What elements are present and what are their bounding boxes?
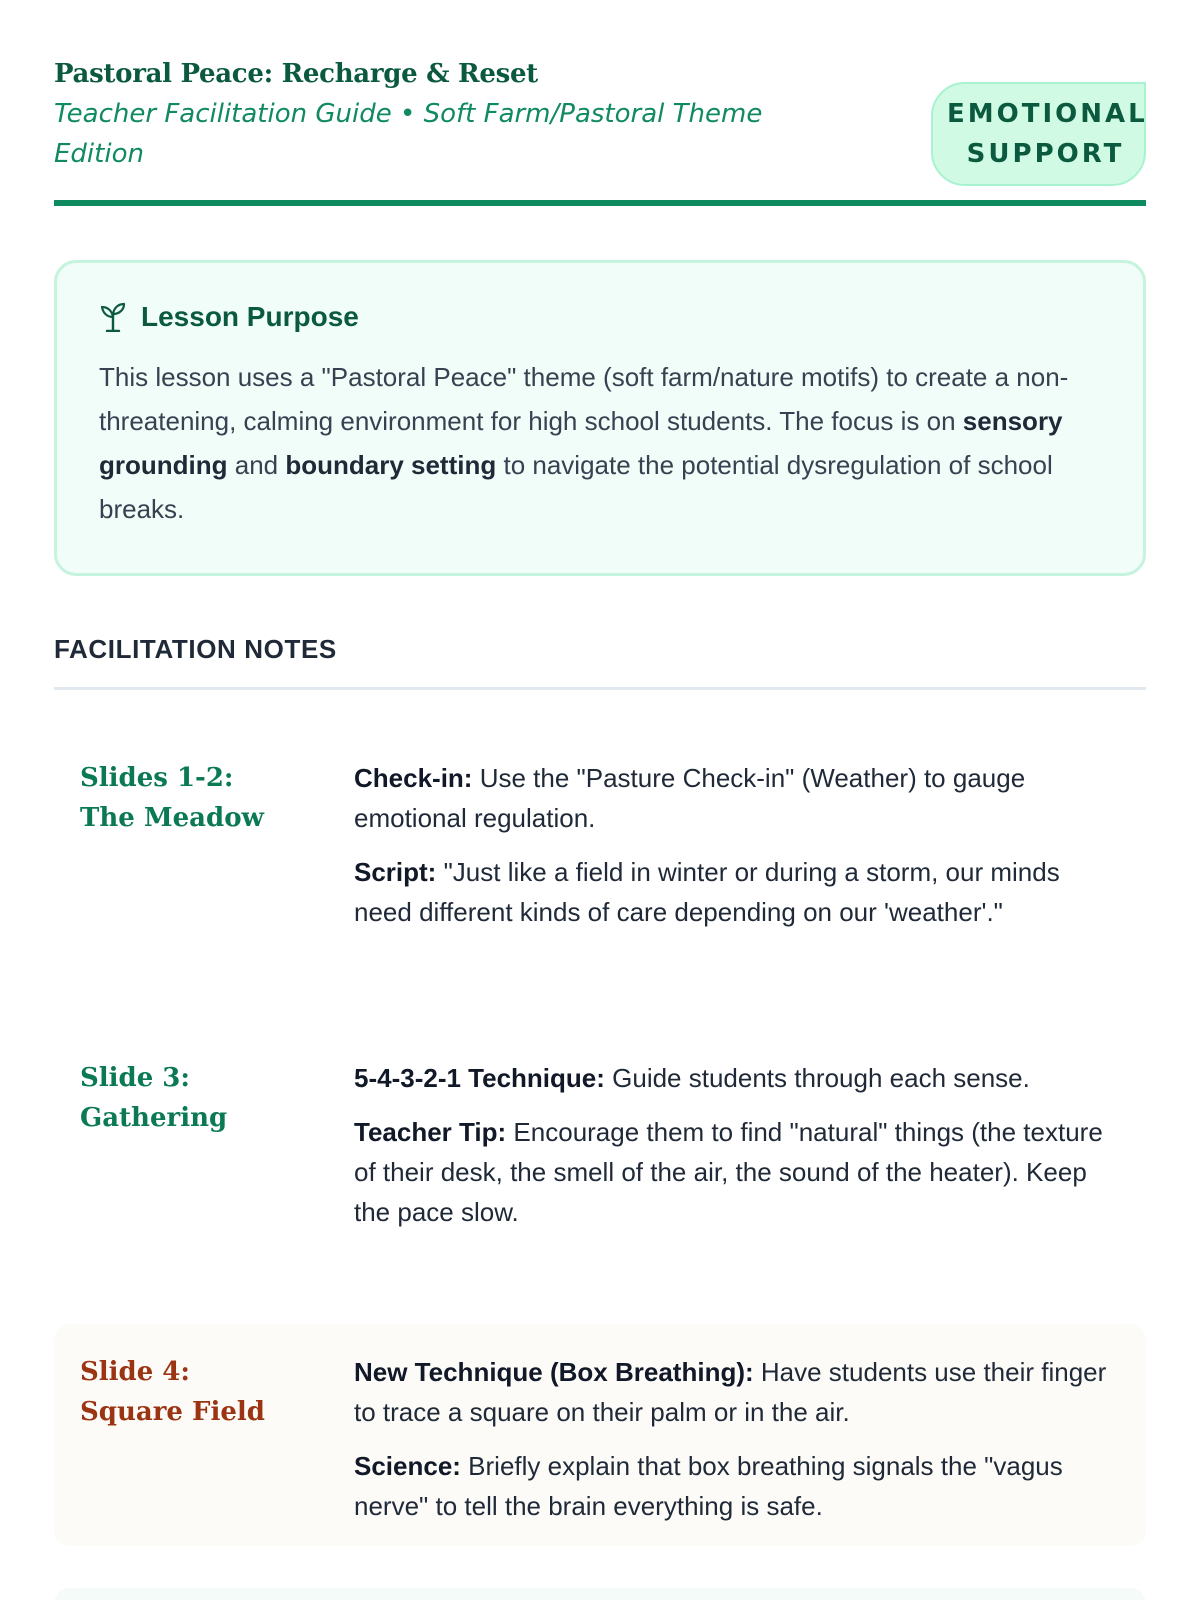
slide-number: Slide 3: (80, 1063, 190, 1093)
badge-line-2: SUPPORT (966, 139, 1125, 169)
note-paragraph (354, 758, 1120, 838)
note-text: Have students use their finger to trace a square on their palm or in the air. (354, 1357, 1107, 1427)
purpose-text-part: and (227, 450, 286, 480)
note-row-next-partial (54, 1588, 1146, 1600)
note-lead: Science: (354, 1451, 461, 1481)
note-lead: Check-in: (354, 763, 473, 793)
note-row-gathering (54, 1058, 1146, 1288)
note-text: Use the "Pasture Check-in" (Weather) to gauge emotional regulation. (354, 763, 1026, 833)
note-text: Guide students through each sense. (604, 1063, 1030, 1093)
slide-label (80, 1352, 354, 1546)
purpose-text-part: This lesson uses a "Pastoral Peace" theme (soft farm/nature motifs) to create a non-threatening, calming environment for high school students. The focus is on (99, 362, 1069, 436)
slide-number: Slide 4: (80, 1357, 190, 1387)
slide-name: The Meadow (80, 803, 264, 833)
page-subtitle: Teacher Facilitation Guide • Soft Farm/Pastoral Theme Edition (54, 99, 763, 169)
note-lead: Teacher Tip: (354, 1117, 507, 1147)
slide-name: Gathering (80, 1103, 228, 1133)
purpose-bold-boundary-setting: boundary setting (285, 450, 497, 480)
slide-notes (354, 1058, 1120, 1288)
note-row-meadow (54, 758, 1146, 1058)
note-text: "Just like a field in winter or during a storm, our minds need different kinds of care depending on our 'weather'." (354, 857, 1060, 927)
note-paragraph (354, 1112, 1120, 1232)
note-paragraph (354, 1446, 1120, 1526)
note-text: Briefly explain that box breathing signals the "vagus nerve" to tell the brain everything is safe. (354, 1451, 1063, 1521)
page-title: Pastoral Peace: Recharge & Reset (54, 59, 538, 89)
lesson-purpose-card (54, 260, 1146, 576)
slide-label (80, 1058, 354, 1288)
lesson-purpose-text (99, 355, 1103, 531)
note-paragraph (354, 852, 1120, 932)
note-paragraph (354, 1058, 1120, 1098)
badge-line-1: EMOTIONAL (947, 99, 1148, 129)
emotional-support-badge (931, 82, 1146, 186)
note-lead: 5-4-3-2-1 Technique: (354, 1063, 605, 1093)
note-row-square-field (54, 1324, 1146, 1546)
note-paragraph (354, 1352, 1120, 1432)
slide-number: Slides 1-2: (80, 763, 234, 793)
page-header (54, 0, 1146, 206)
facilitation-notes-heading: FACILITATION NOTES (54, 634, 1146, 690)
slide-notes (354, 758, 1120, 1058)
purpose-text-part: to navigate the potential dysregulation of school breaks. (99, 450, 1053, 524)
lesson-purpose-title: Lesson Purpose (141, 301, 359, 332)
lesson-purpose-header (99, 301, 1103, 333)
note-lead: New Technique (Box Breathing): (354, 1357, 754, 1387)
sprout-icon (99, 302, 127, 332)
slide-notes (354, 1352, 1120, 1546)
purpose-bold-sensory-grounding: sensory grounding (99, 406, 1063, 480)
slide-label (80, 758, 354, 1058)
note-text: Encourage them to find "natural" things (the texture of their desk, the smell of the air, the sound of the heater). Keep the pace slow. (354, 1117, 1103, 1227)
note-lead: Script: (354, 857, 437, 887)
slide-name: Square Field (80, 1397, 265, 1427)
